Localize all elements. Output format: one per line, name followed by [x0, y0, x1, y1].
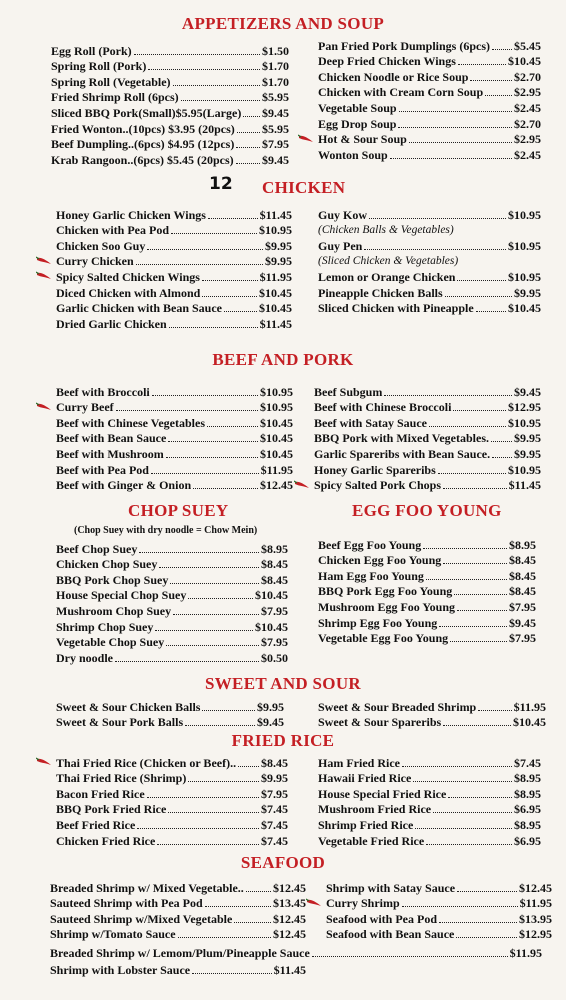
sweet-sour-right-column — [318, 699, 546, 730]
section-title-fried-rice: FRIED RICE — [231, 731, 335, 750]
menu-item: Chicken Soo Guy $9.95 — [56, 238, 292, 253]
menu-item: Sliced Chicken with Pineapple $10.45 — [318, 301, 541, 316]
menu-item: Wonton Soup $2.45 — [318, 147, 541, 162]
appetizers-left-column — [51, 43, 289, 168]
menu-item: Beef with Ginger & Onion $12.45 — [56, 478, 293, 493]
chili-pepper-icon — [36, 757, 52, 766]
menu-item: Beef Dumpling..(6pcs) $4.95 (12pcs) $7.95 — [51, 137, 289, 152]
menu-item: Garlic Chicken with Bean Sauce $10.45 — [56, 301, 292, 316]
menu-item: Garlic Spareribs with Bean Sauce. $9.95 — [314, 446, 541, 461]
menu-item: Beef with Broccoli $10.95 — [56, 384, 293, 399]
menu-item: BBQ Pork with Mixed Vegetables. $9.95 — [314, 431, 541, 446]
chili-pepper-icon — [36, 402, 52, 411]
menu-item: Ham Fried Rice $7.45 — [318, 755, 541, 770]
menu-item: Vegetable Fried Rice $6.95 — [318, 833, 541, 848]
menu-item: Shrimp with Satay Sauce $12.45 — [326, 880, 552, 895]
menu-item: Beef with Pea Pod $11.95 — [56, 462, 293, 477]
seafood-right-column — [326, 880, 552, 942]
seafood-last-row — [50, 962, 306, 978]
menu-item: Mushroom Egg Foo Young $7.95 — [318, 599, 536, 614]
menu-item: Seafood with Pea Pod $13.95 — [326, 911, 552, 926]
menu-item: Beef with Chinese Broccoli $12.95 — [314, 400, 541, 415]
menu-item: Beef Egg Foo Young $8.95 — [318, 537, 536, 552]
menu-item: Seafood with Bean Sauce $12.95 — [326, 927, 552, 942]
menu-item: Dry noodle $0.50 — [56, 650, 288, 665]
menu-item: Beef Chop Suey $8.95 — [56, 541, 288, 556]
menu-item: Sweet & Sour Spareribs $10.45 — [318, 715, 546, 730]
chicken-right-column — [318, 207, 541, 316]
egg-foo-young-column — [318, 537, 536, 646]
section-title-seafood: SEAFOOD — [240, 853, 326, 872]
menu-item: Guy Pen $10.95 — [318, 238, 541, 253]
menu-item: Vegetable Chop Suey $7.95 — [56, 635, 288, 650]
menu-item: Beef with Satay Sauce $10.95 — [314, 415, 541, 430]
section-title-appetizers: APPETIZERS AND SOUP — [181, 14, 385, 33]
menu-item: BBQ Pork Chop Suey $8.45 — [56, 572, 288, 587]
menu-item: Shrimp Fried Rice $8.95 — [318, 817, 541, 832]
menu-item: Fried Wonton..(10pcs) $3.95 (20pcs) $5.95 — [51, 121, 289, 136]
menu-item: Dried Garlic Chicken $11.45 — [56, 316, 292, 331]
menu-item: Pineapple Chicken Balls $9.95 — [318, 285, 541, 300]
menu-item-spicy: Spicy Salted Chicken Wings $11.95 — [56, 269, 292, 285]
chili-pepper-icon — [294, 480, 310, 489]
menu-item: Chicken Chop Suey $8.45 — [56, 557, 288, 572]
menu-item: Vegetable Egg Foo Young $7.95 — [318, 631, 536, 646]
menu-item: Honey Garlic Chicken Wings $11.45 — [56, 207, 292, 222]
chili-pepper-icon — [298, 134, 314, 143]
menu-item: Sauteed Shrimp with Pea Pod $13.45 — [50, 896, 306, 911]
menu-item: Krab Rangoon..(6pcs) $5.45 (20pcs) $9.45 — [51, 152, 289, 167]
section-title-sweet-sour: SWEET AND SOUR — [205, 674, 361, 693]
menu-item: Shrimp Egg Foo Young $9.45 — [318, 615, 536, 630]
menu-item: Hawaii Fried Rice $8.95 — [318, 771, 541, 786]
menu-item: Bacon Fried Rice $7.95 — [56, 786, 288, 801]
menu-item: Chicken with Pea Pod $10.95 — [56, 223, 292, 238]
menu-item: Chicken Egg Foo Young $8.45 — [318, 553, 536, 568]
chop-suey-note: (Chop Suey with dry noodle = Chow Mein) — [74, 525, 258, 536]
section-title-chop-suey: CHOP SUEY — [128, 501, 229, 520]
menu-item: Shrimp with Lobster Sauce $11.45 — [50, 962, 306, 977]
menu-item: Sweet & Sour Breaded Shrimp $11.95 — [318, 699, 546, 714]
menu-item: Lemon or Orange Chicken $10.95 — [318, 269, 541, 284]
menu-item: Egg Roll (Pork) $1.50 — [51, 43, 289, 58]
sweet-sour-left-column — [56, 699, 284, 730]
menu-item: Sweet & Sour Pork Balls $9.45 — [56, 715, 284, 730]
chili-pepper-icon — [36, 256, 52, 265]
fried-rice-right-column — [318, 755, 541, 849]
chili-pepper-icon — [36, 271, 52, 280]
menu-item-spicy: Curry Beef $10.95 — [56, 400, 293, 416]
menu-item-spicy: Curry Chicken $9.95 — [56, 254, 292, 270]
menu-item: Shrimp w/Tomato Sauce $12.45 — [50, 927, 306, 942]
menu-item: Beef Fried Rice $7.45 — [56, 817, 288, 832]
menu-item: Beef with Mushroom $10.45 — [56, 446, 293, 461]
menu-item: BBQ Pork Egg Foo Young $8.45 — [318, 584, 536, 599]
menu-item: Sliced BBQ Pork(Small)$5.95(Large) $9.45 — [51, 105, 289, 120]
menu-item: Beef Subgum $9.45 — [314, 384, 541, 399]
menu-item-spicy: Thai Fried Rice (Chicken or Beef).. $8.45 — [56, 755, 288, 771]
menu-item: Shrimp Chop Suey $10.45 — [56, 619, 288, 634]
menu-item: Spring Roll (Pork) $1.70 — [51, 59, 289, 74]
menu-item: Thai Fried Rice (Shrimp) $9.95 — [56, 771, 288, 786]
menu-item: BBQ Pork Fried Rice $7.45 — [56, 802, 288, 817]
menu-item: Breaded Shrimp w/ Lemom/Plum/Pineapple Sauce $11.95 — [50, 945, 542, 960]
menu-item: House Special Chop Suey $10.45 — [56, 588, 288, 603]
menu-item: Beef with Bean Sauce $10.45 — [56, 431, 293, 446]
menu-item: Mushroom Fried Rice $6.95 — [318, 802, 541, 817]
menu-item: Spring Roll (Vegetable) $1.70 — [51, 74, 289, 89]
menu-item: Pan Fried Pork Dumplings (6pcs) $5.45 — [318, 38, 541, 53]
appetizers-right-column — [318, 38, 541, 163]
menu-item-description: (Sliced Chicken & Vegetables) — [318, 255, 459, 268]
menu-item-description: (Chicken Balls & Vegetables) — [318, 224, 454, 237]
seafood-left-column — [50, 880, 306, 942]
menu-item: Chicken Fried Rice $7.45 — [56, 833, 288, 848]
fried-rice-left-column — [56, 755, 288, 849]
menu-item: Breaded Shrimp w/ Mixed Vegetable.. $12.45 — [50, 880, 306, 895]
beef-pork-left-column — [56, 384, 293, 493]
menu-item: Beef with Chinese Vegetables $10.45 — [56, 415, 293, 430]
menu-item: Deep Fried Chicken Wings $10.45 — [318, 54, 541, 69]
menu-item: Honey Garlic Spareribs $10.95 — [314, 462, 541, 477]
section-title-egg-foo-young: EGG FOO YOUNG — [352, 501, 502, 520]
menu-item-spicy: Spicy Salted Pork Chops $11.45 — [314, 478, 541, 494]
menu-item-spicy: Curry Shrimp $11.95 — [326, 896, 552, 912]
handwritten-note: 12 — [209, 174, 233, 194]
menu-item: Ham Egg Foo Young $8.45 — [318, 568, 536, 583]
menu-item: Chicken Noodle or Rice Soup $2.70 — [318, 69, 541, 84]
beef-pork-right-column — [314, 384, 541, 493]
menu-item: Egg Drop Soup $2.70 — [318, 116, 541, 131]
menu-item: Mushroom Chop Suey $7.95 — [56, 603, 288, 618]
chili-pepper-icon — [306, 898, 322, 907]
menu-item: Sweet & Sour Chicken Balls $9.95 — [56, 699, 284, 714]
menu-item: Sauteed Shrimp w/Mixed Vegetable $12.45 — [50, 911, 306, 926]
section-title-chicken: CHICKEN — [262, 178, 346, 197]
menu-item-spicy: Hot & Sour Soup $2.95 — [318, 132, 541, 148]
seafood-wide-row — [50, 945, 542, 961]
menu-item: Guy Kow $10.95 — [318, 207, 541, 222]
menu-item: House Special Fried Rice $8.95 — [318, 786, 541, 801]
section-title-beef-pork: BEEF AND PORK — [212, 350, 354, 369]
menu-item: Diced Chicken with Almond $10.45 — [56, 285, 292, 300]
menu-item: Fried Shrimp Roll (6pcs) $5.95 — [51, 90, 289, 105]
menu-item: Vegetable Soup $2.45 — [318, 100, 541, 115]
menu-item: Chicken with Cream Corn Soup $2.95 — [318, 85, 541, 100]
chicken-left-column — [56, 207, 292, 332]
chop-suey-column — [56, 541, 288, 666]
